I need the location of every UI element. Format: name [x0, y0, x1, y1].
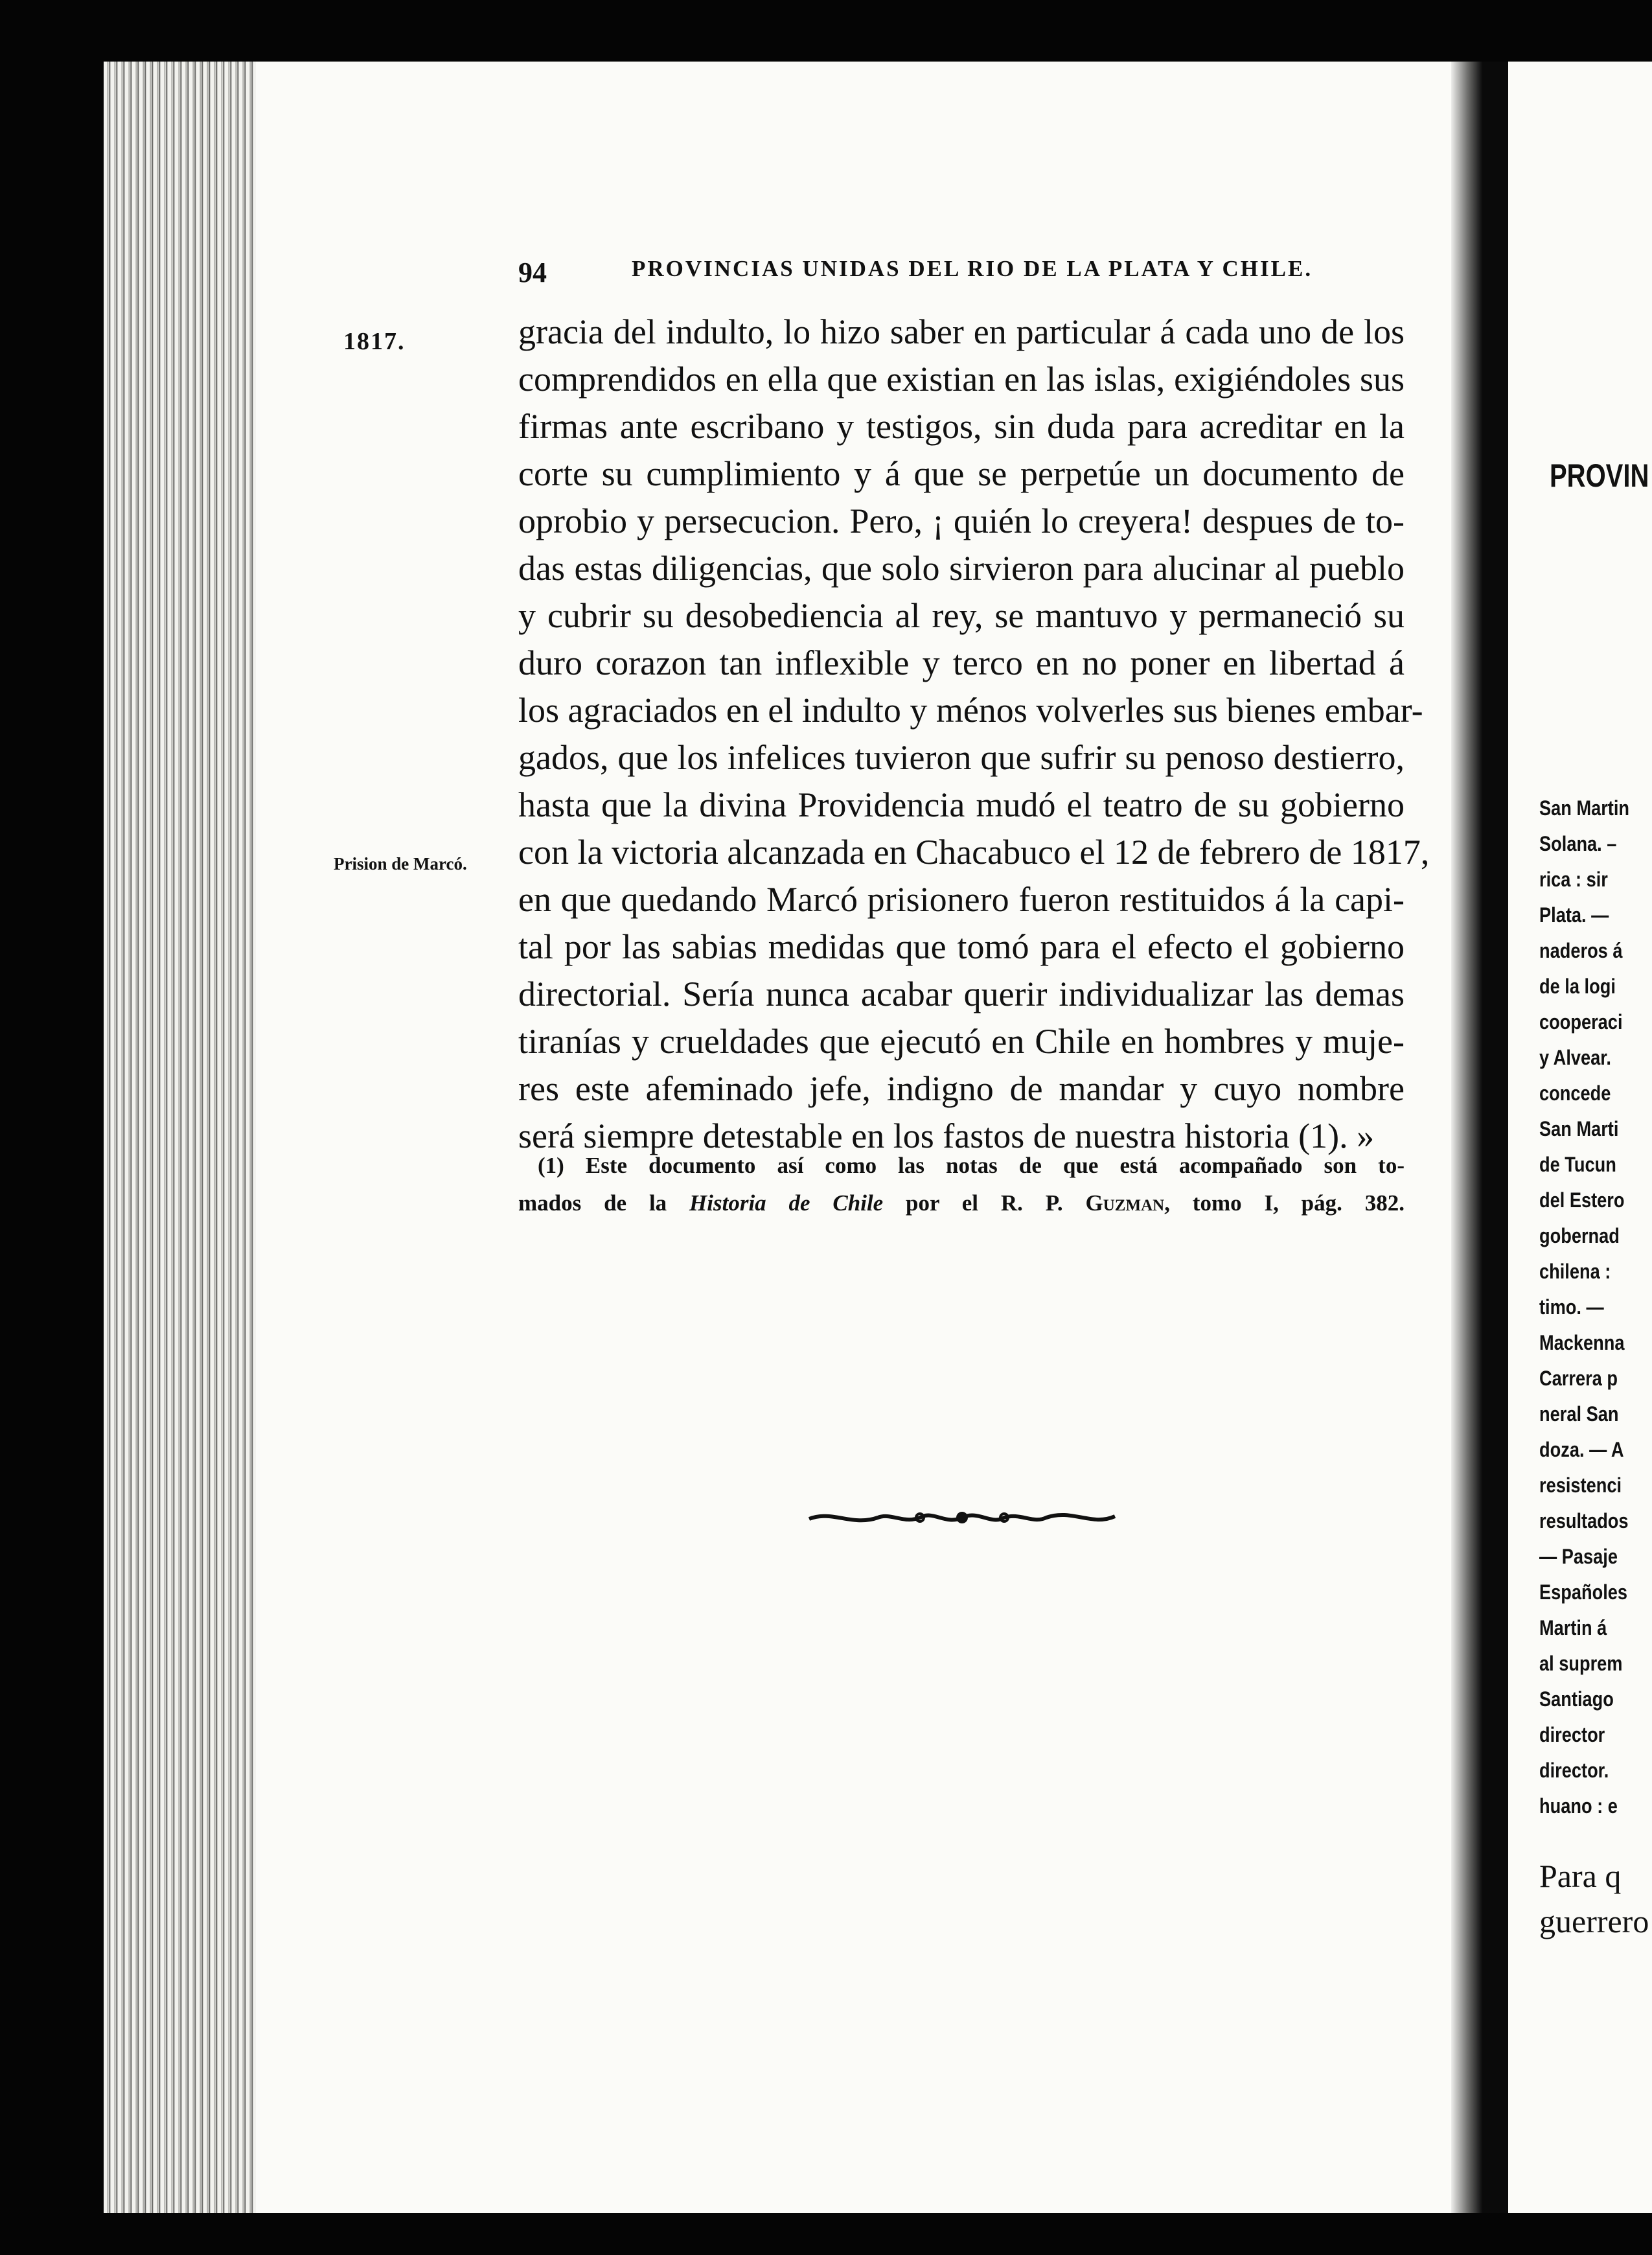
text-line: con la victoria alcanzada en Chacabuco el 12 de febrero de 1817, [518, 833, 1430, 872]
margin-year: 1817. [343, 328, 406, 355]
text-line: gracia del indulto, lo hizo saber en particular á cada uno de los [518, 312, 1405, 351]
footnote-line: (1) Este documento así como las notas de que está acompañado son to- [538, 1153, 1405, 1178]
summary-line: concede [1539, 1081, 1611, 1105]
text-line: duro corazon tan inflexible y terco en no poner en libertad á [518, 643, 1405, 682]
paragraph-line: guerrero [1539, 1903, 1649, 1939]
summary-line: Santiago [1539, 1687, 1614, 1711]
summary-line: Carrera p [1539, 1367, 1618, 1390]
footnote-book-title: Historia de Chile [689, 1190, 884, 1216]
margin-note-prision: Prision de Marcó. [334, 854, 467, 873]
summary-line: timo. — [1539, 1295, 1604, 1319]
body-text [518, 308, 1430, 1160]
text-line: en que quedando Marcó prisionero fueron restituidos á la capi- [518, 880, 1405, 919]
summary-line: gobernad [1539, 1224, 1620, 1247]
summary-line: al suprem [1539, 1652, 1623, 1675]
summary-line: doza. — A [1539, 1438, 1624, 1461]
summary-line: de Tucun [1539, 1153, 1616, 1176]
summary-line: cooperaci [1539, 1010, 1623, 1034]
summary-line: — Pasaje [1539, 1545, 1618, 1568]
right-page-heading: PROVIN [1550, 457, 1649, 494]
summary-line: Plata. — [1539, 903, 1609, 927]
summary-line: resultados [1539, 1509, 1629, 1532]
right-page-paragraph [1539, 1853, 1649, 1944]
text-line: res este afeminado jefe, indigno de mandar y cuyo nombre [518, 1069, 1405, 1108]
summary-line: neral San [1539, 1402, 1619, 1426]
page-edges [104, 62, 259, 2213]
summary-line: huano : e [1539, 1794, 1618, 1818]
footnote-line [518, 1185, 1405, 1222]
text-line: corte su cumplimiento y á que se perpetúe un documento de [518, 454, 1405, 493]
summary-line: Españoles [1539, 1580, 1628, 1604]
summary-line: chilena : [1539, 1260, 1611, 1283]
text-line: firmas ante escribano y testigos, sin duda para acreditar en la [518, 407, 1405, 446]
summary-line: Solana. – [1539, 832, 1617, 855]
summary-line: del Estero [1539, 1188, 1625, 1212]
text-line: directorial. Sería nunca acabar querir individualizar las demas [518, 975, 1405, 1013]
summary-line: Martin á [1539, 1616, 1607, 1639]
text-line: tiranías y crueldades que ejecutó en Chile en hombres y muje- [518, 1022, 1405, 1061]
text-line: será siempre detestable en los fastos de nuestra historia (1). » [518, 1116, 1375, 1155]
text-line: los agraciados en el indulto y ménos volverles sus bienes embar- [518, 691, 1423, 730]
right-page [1508, 62, 1652, 2213]
footnote-text: por el R. P. [883, 1190, 1086, 1216]
text-line: comprendidos en ella que existian en las islas, exigiéndoles sus [518, 360, 1405, 399]
summary-line: rica : sir [1539, 868, 1608, 891]
summary-line: San Marti [1539, 1117, 1619, 1140]
paragraph-line: Para q [1539, 1858, 1622, 1894]
summary-line: naderos á [1539, 939, 1623, 962]
summary-line: Mackenna [1539, 1331, 1625, 1354]
footnote [518, 1147, 1405, 1222]
text-line: tal por las sabias medidas que tomó para el efecto el gobierno [518, 927, 1405, 966]
running-head: PROVINCIAS UNIDAS DEL RIO DE LA PLATA Y CHILE. [632, 256, 1313, 281]
text-line: das estas diligencias, que solo sirvieron para alucinar al pueblo [518, 549, 1405, 588]
summary-line: director [1539, 1723, 1605, 1746]
summary-line: resistenci [1539, 1474, 1622, 1497]
summary-line: San Martin [1539, 796, 1630, 820]
page-number: 94 [518, 257, 547, 288]
right-page-summary [1539, 791, 1646, 1824]
footnote-author: Guzman [1085, 1190, 1165, 1216]
text-line: oprobio y persecucion. Pero, ¡ quién lo creyera! despues de to- [518, 502, 1405, 540]
summary-line: y Alvear. [1539, 1046, 1611, 1069]
footnote-text: , tomo I, pág. 382. [1164, 1190, 1405, 1216]
footnote-text: mados de la [518, 1190, 690, 1216]
text-line: gados, que los infelices tuvieron que sufrir su penoso destierro, [518, 738, 1405, 777]
text-line: hasta que la divina Providencia mudó el teatro de su gobierno [518, 785, 1405, 824]
text-line: y cubrir su desobediencia al rey, se mantuvo y permaneció su [518, 596, 1405, 635]
book-gutter [1451, 62, 1508, 2213]
ornament-divider [807, 1505, 1118, 1531]
summary-line: de la logi [1539, 975, 1616, 998]
summary-line: director. [1539, 1759, 1609, 1782]
